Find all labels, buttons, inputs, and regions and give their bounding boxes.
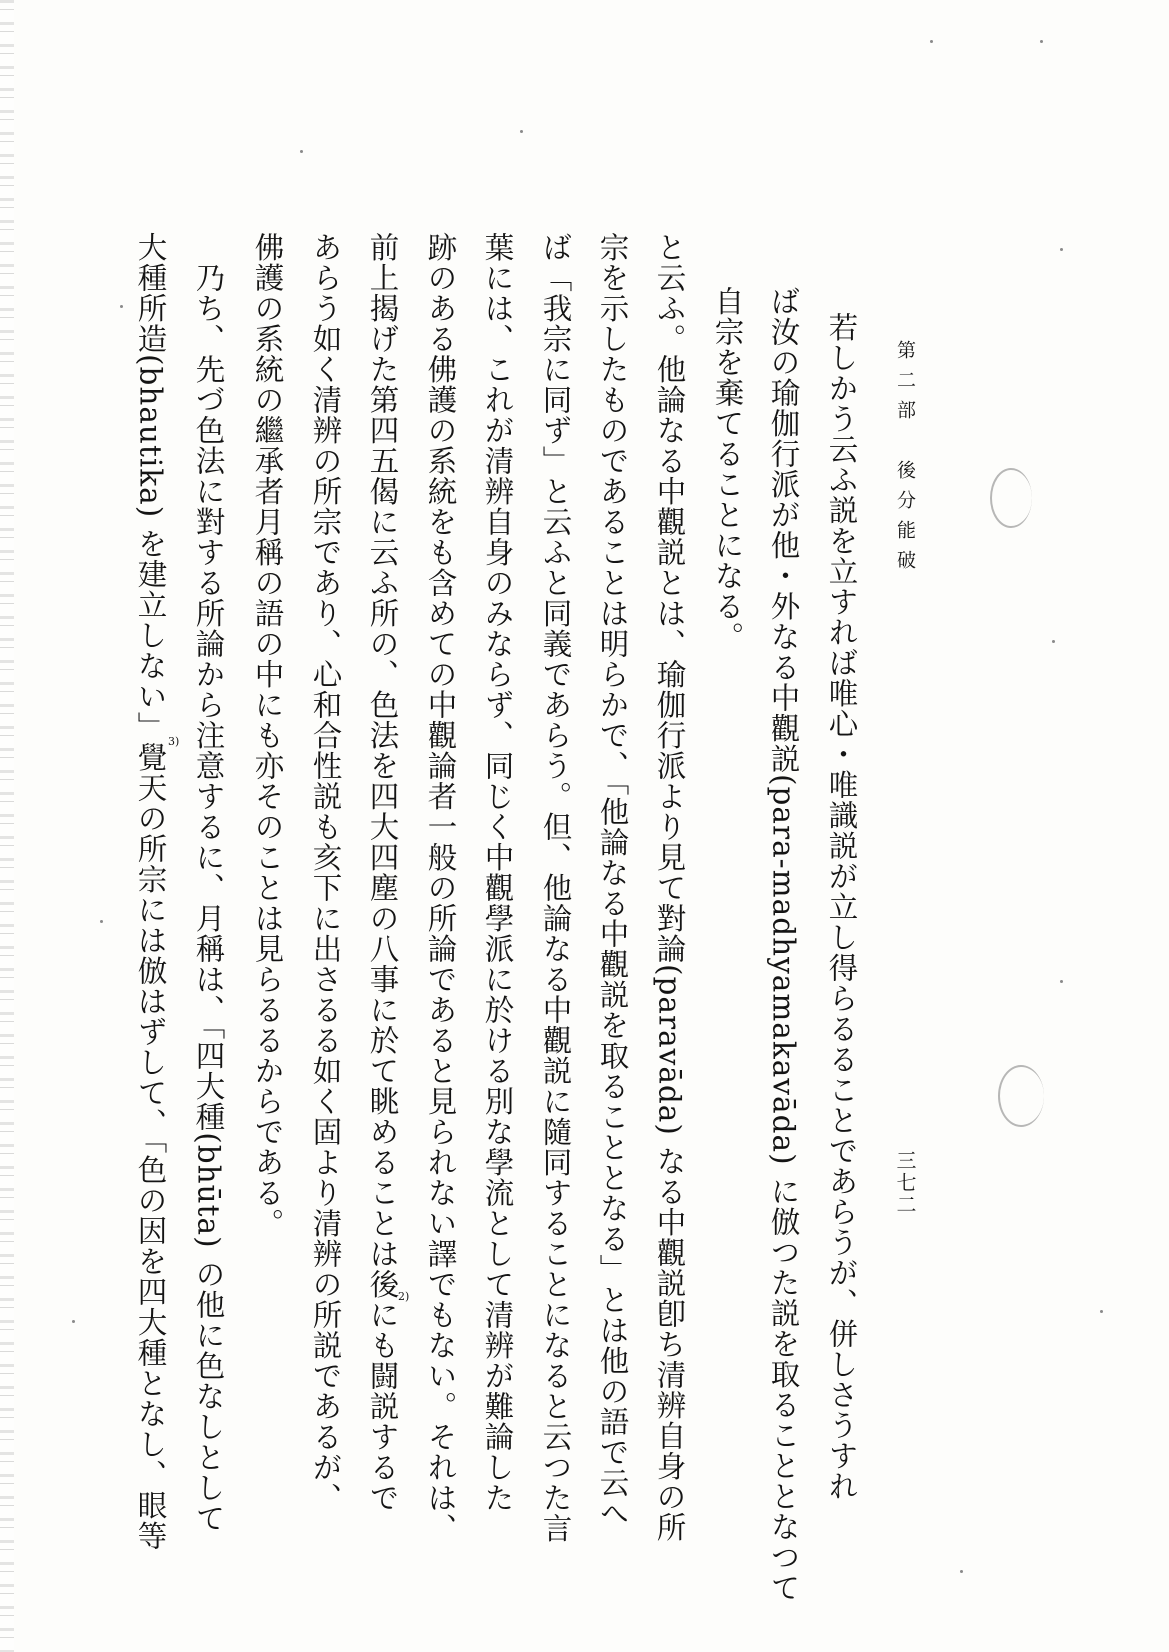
speck — [1040, 40, 1043, 43]
text-line-2: ば汝の瑜伽行派が他・外なる中觀説(para-madhyamakavāda) に倣つた説を取ることとなつて — [766, 286, 801, 1603]
speck — [930, 40, 933, 43]
speck — [960, 1570, 963, 1573]
text-line-10: あらう如く清辨の所宗であり、心和合性説も亥下に出さるる如く固より清辨の所説であるが、 — [308, 232, 343, 1513]
speck — [520, 130, 523, 133]
speck — [300, 150, 303, 153]
text-line-9: 前上揭げた第四五偈に云ふ所の、色法を四大四塵の八事に於て眺めることは後にも闘説するで — [365, 232, 400, 1513]
text-line-1: 若しかう云ふ説を立すれば唯心・唯識説が立し得らるることであらうが、併しさうすれ — [824, 312, 859, 1502]
text-line-4: と云ふ。他論なる中觀説とは、瑜伽行派より見て對論(paravāda) なる中觀説卽ち清辨自身の所 — [652, 232, 687, 1543]
ink-mark — [990, 468, 1032, 528]
footnote-ref-3: 3) — [168, 735, 180, 748]
text-line-5: 宗を示したものであることは明らかで、「他論なる中觀説を取ることとなる」とは他の語で云へ — [595, 232, 630, 1529]
text-line-6: ば「我宗に同ず」と云ふと同義であらう。但、他論なる中觀説に隨同することになると云つた言 — [538, 232, 573, 1544]
text-line-3: 自宗を棄てることになる。 — [710, 286, 745, 652]
speck — [1060, 980, 1063, 983]
text-line-7: 葉には、これが清辨自身のみならず、同じく中觀學派に於ける別な學流として清辨が難論した — [480, 232, 515, 1513]
speck — [120, 305, 123, 308]
text-line-8: 跡のある佛護の系統をも含めての中觀論者一般の所論であると見られない譯でもない。それは、 — [423, 232, 458, 1544]
speck — [1060, 248, 1063, 251]
speck — [72, 1320, 75, 1323]
text-line-13: 大種所造(bhautika) を建立しない」覺天の所宗には倣はずして、「色の因を四大種となし、眼等 — [133, 232, 168, 1551]
text-line-12: 乃ち、先づ色法に對する所論から注意するに、月稱は、「四大種(bhūta) の他に色なしとして — [191, 232, 226, 1534]
page-number: 三七二 — [893, 1150, 917, 1216]
ink-mark — [998, 1065, 1044, 1127]
speck — [1100, 1310, 1103, 1313]
text-line-11: 佛護の系統の繼承者月稱の語の中にも亦そのことは見らるるからである。 — [250, 232, 285, 1239]
running-header: 第二部 後分能破 — [894, 340, 916, 580]
binding-edge — [0, 0, 14, 1652]
footnote-ref-2: 2) — [398, 1290, 410, 1303]
speck — [100, 920, 103, 923]
speck — [1052, 640, 1055, 643]
